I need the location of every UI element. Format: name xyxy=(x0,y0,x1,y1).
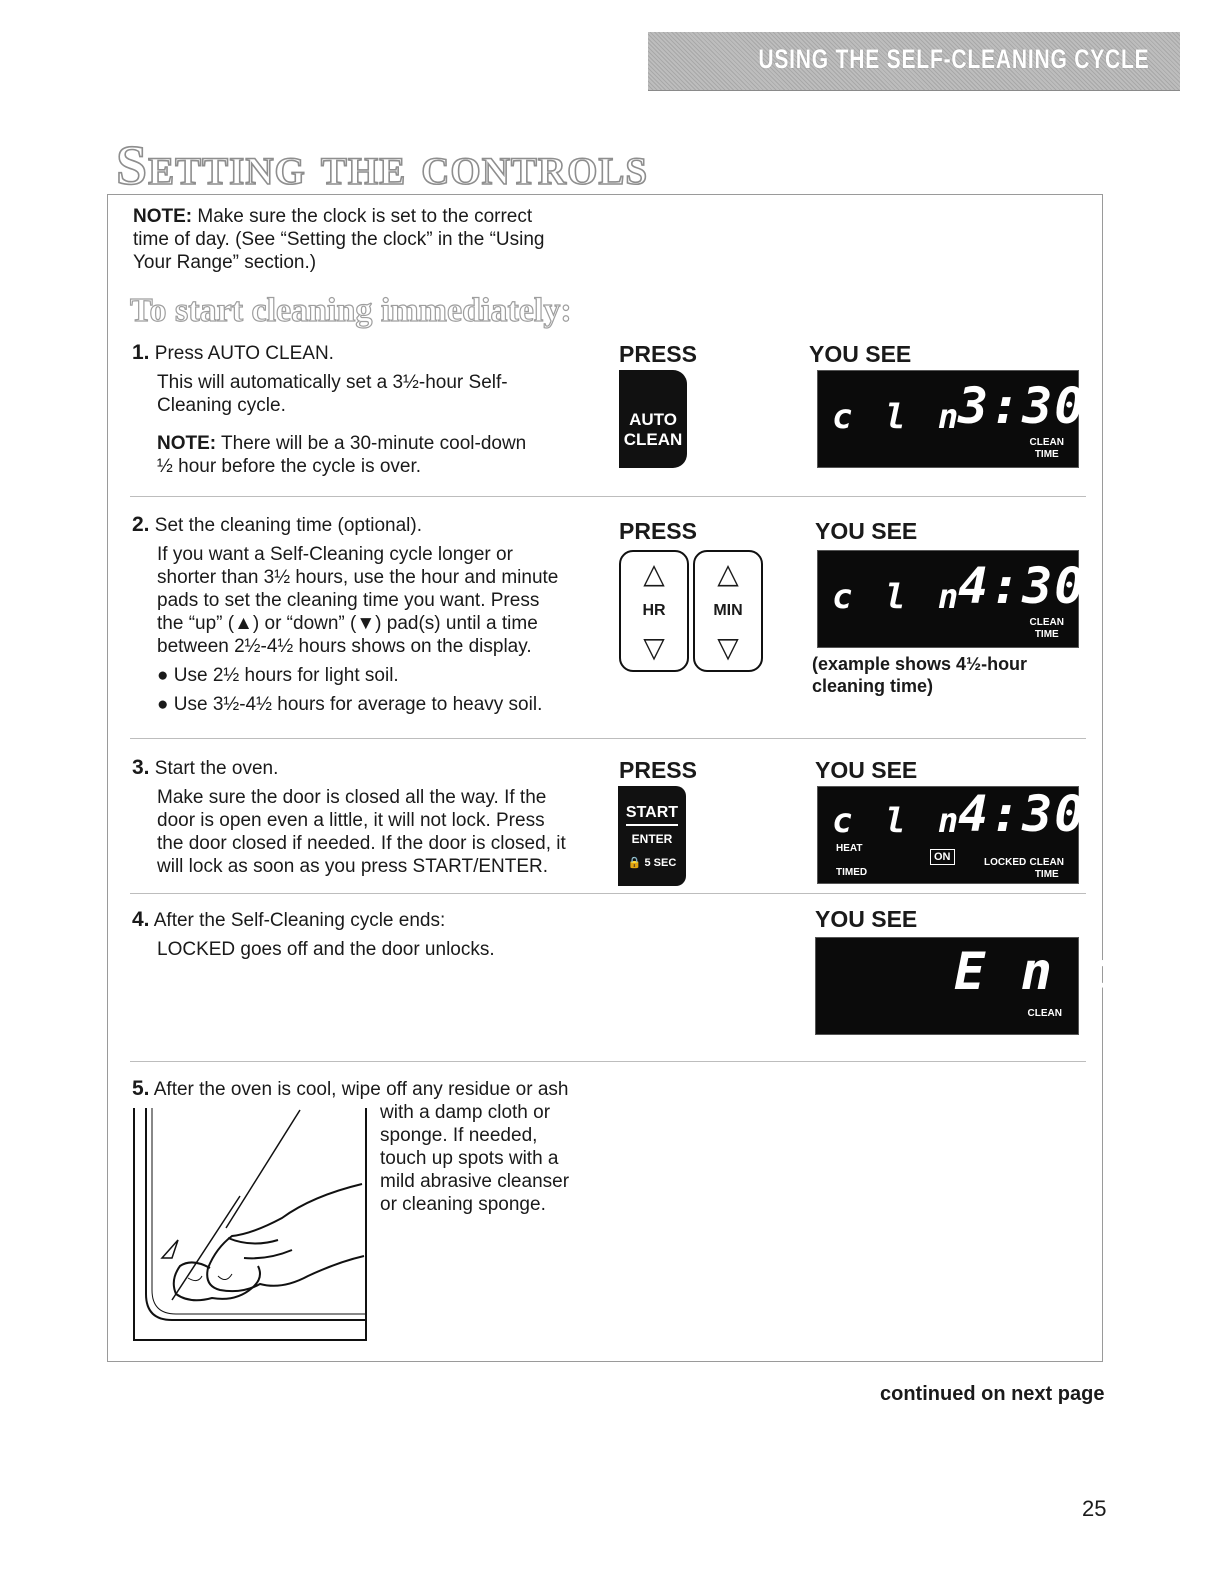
note-line: time of day. (See “Setting the clock” in the “Using xyxy=(133,229,545,250)
button-label: AUTO xyxy=(629,410,677,429)
lock-5sec-label: 🔒 5 SEC xyxy=(627,856,677,869)
intro-note xyxy=(133,205,545,274)
continued-note: continued on next page xyxy=(880,1383,1105,1405)
divider xyxy=(130,1061,1086,1062)
step-text: will lock as soon as you press START/ENTER. xyxy=(157,856,549,877)
press-heading: PRESS xyxy=(619,341,697,367)
display-mode-readout: c l n xyxy=(832,801,965,841)
caption-line: cleaning time) xyxy=(812,676,934,696)
auto-clean-button[interactable] xyxy=(619,370,687,468)
you-see-heading: YOU SEE xyxy=(815,518,918,544)
display-label: CLEAN xyxy=(1027,1008,1062,1019)
step-title: Press AUTO CLEAN. xyxy=(154,343,334,364)
divider xyxy=(130,893,1086,894)
step-number: 4. xyxy=(132,908,150,931)
divider xyxy=(130,738,1086,739)
step-text: ½ hour before the cycle is over. xyxy=(157,456,422,477)
step-text: shorter than 3½ hours, use the hour and minute xyxy=(157,567,559,588)
down-arrow-icon[interactable]: ▽ xyxy=(717,632,739,663)
up-arrow-icon[interactable]: △ xyxy=(717,558,739,589)
note-label: NOTE: xyxy=(157,433,217,454)
note-label: NOTE: xyxy=(133,206,193,227)
minute-pad[interactable] xyxy=(693,550,763,672)
locked-indicator: LOCKED xyxy=(984,857,1027,868)
step-text: mild abrasive cleanser xyxy=(380,1171,570,1192)
button-label: CLEAN xyxy=(623,430,683,449)
wiping-oven-illustration xyxy=(132,1108,368,1342)
step-5-title xyxy=(132,1077,568,1101)
hour-pad[interactable] xyxy=(619,550,689,672)
display-label: CLEAN TIME xyxy=(1029,857,1064,880)
step-text: Make sure the door is closed all the way. If the xyxy=(157,787,547,808)
step-text: the door closed if needed. If the door is closed, it xyxy=(157,833,566,854)
step-text: LOCKED goes off and the door unlocks. xyxy=(157,939,495,960)
step-text: Cleaning cycle. xyxy=(157,395,286,416)
step-text: There will be a 30-minute cool-down xyxy=(221,433,527,454)
step-text: the “up” (▲) or “down” (▼) pad(s) until a time xyxy=(157,613,538,634)
display-label: CLEAN TIME xyxy=(1029,617,1064,640)
step-title: After the Self-Cleaning cycle ends: xyxy=(153,910,446,931)
pad-label: MIN xyxy=(713,602,743,619)
display-panel xyxy=(817,550,1087,648)
step-title: Start the oven. xyxy=(154,758,279,779)
down-arrow-icon[interactable]: ▽ xyxy=(643,632,665,663)
step-title: After the oven is cool, wipe off any residue or ash xyxy=(153,1079,569,1100)
you-see-heading: YOU SEE xyxy=(809,341,912,367)
press-heading: PRESS xyxy=(619,757,697,783)
step-number: 1. xyxy=(132,341,150,364)
page-number: 25 xyxy=(1082,1496,1107,1521)
step-number: 2. xyxy=(132,513,150,536)
note-line: Make sure the clock is set to the correct xyxy=(197,206,533,227)
step-text: If you want a Self-Cleaning cycle longer or xyxy=(157,544,513,565)
step-2 xyxy=(132,513,602,716)
step-5-body xyxy=(380,1101,569,1216)
press-heading: PRESS xyxy=(619,518,697,544)
button-label: ENTER xyxy=(631,831,673,846)
step-number: 5. xyxy=(132,1077,150,1100)
section-banner xyxy=(648,32,1180,91)
on-indicator: ON xyxy=(930,849,955,865)
caption-line: (example shows 4½-hour xyxy=(812,654,1028,674)
heat-indicator: HEAT xyxy=(836,843,863,854)
bullet-item: ● Use 3½-4½ hours for average to heavy soil. xyxy=(157,694,543,715)
up-arrow-icon[interactable]: △ xyxy=(643,558,665,589)
step-text: or cleaning sponge. xyxy=(380,1194,546,1215)
step-1 xyxy=(132,341,602,478)
step-text: This will automatically set a 3½-hour Self- xyxy=(157,372,508,393)
page-title: Setting the controls xyxy=(116,135,649,197)
timed-indicator: TIMED xyxy=(836,867,868,878)
step-number: 3. xyxy=(132,756,150,779)
section-subtitle: To start cleaning immediately: xyxy=(130,292,572,329)
step-text: door is open even a little, it will not lock. Press xyxy=(157,810,545,831)
step-text: sponge. If needed, xyxy=(380,1125,538,1146)
bullet-item: ● Use 2½ hours for light soil. xyxy=(157,665,399,686)
pad-label: HR xyxy=(642,602,666,619)
display-time-readout: 3:30 xyxy=(958,377,1087,435)
step-3 xyxy=(132,756,607,878)
step-title: Set the cleaning time (optional). xyxy=(154,515,423,536)
step-text: between 2½-4½ hours shows on the display. xyxy=(157,636,532,657)
step-text: touch up spots with a xyxy=(380,1148,559,1169)
display-panel xyxy=(817,785,1087,884)
display-panel xyxy=(815,937,1121,1035)
you-see-heading: YOU SEE xyxy=(815,757,918,783)
divider xyxy=(130,496,1086,497)
display-caption xyxy=(812,653,1027,697)
you-see-heading: YOU SEE xyxy=(815,906,918,932)
start-enter-button[interactable] xyxy=(618,786,686,886)
display-mode-readout: c l n xyxy=(832,577,965,617)
step-4 xyxy=(132,908,602,961)
step-text: pads to set the cleaning time you want. Press xyxy=(157,590,540,611)
display-mode-readout: c l n xyxy=(832,397,965,437)
note-line: Your Range” section.) xyxy=(133,252,317,273)
step-text: with a damp cloth or xyxy=(380,1102,551,1123)
display-end-readout: E n d xyxy=(954,942,1121,1002)
display-label: CLEAN TIME xyxy=(1029,437,1064,460)
section-banner-text: USING THE SELF-CLEANING CYCLE xyxy=(758,44,1150,74)
display-time-readout: 4:30 xyxy=(958,557,1087,615)
button-label: START xyxy=(626,804,678,826)
display-panel xyxy=(817,370,1087,468)
display-time-readout: 4:30 xyxy=(958,785,1087,843)
